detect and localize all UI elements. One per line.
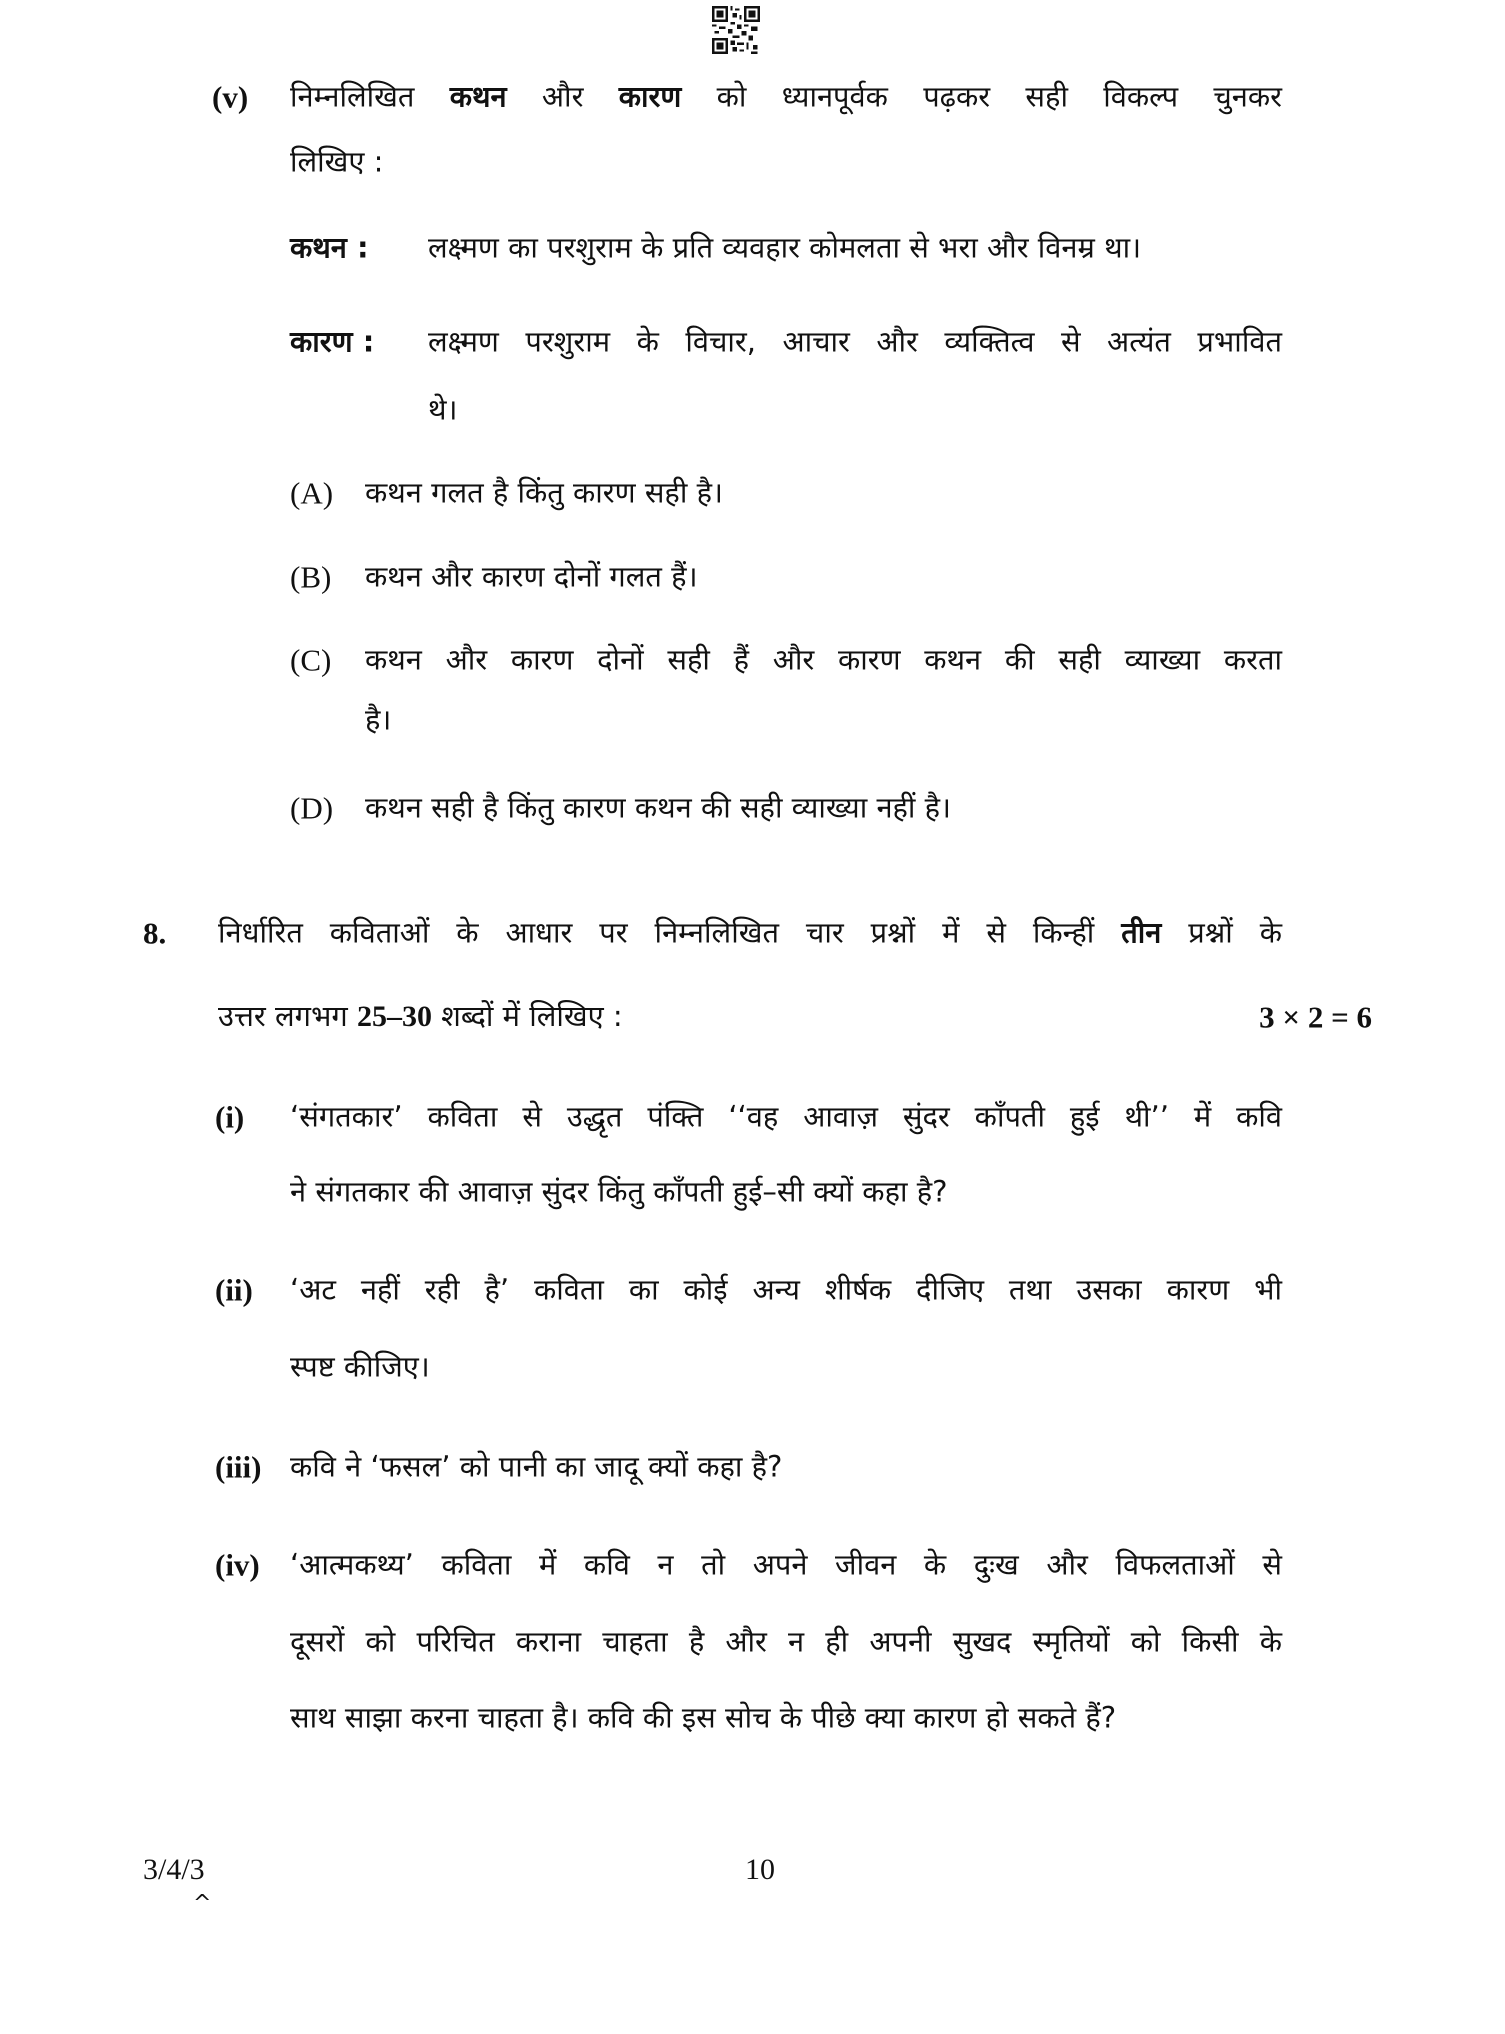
subquestion-i-line-2: ने संगतकार की आवाज़ सुंदर किंतु काँपती हुई–सी क्यों कहा है? — [290, 1174, 948, 1209]
assertion-text: लक्ष्मण का परशुराम के प्रति व्यवहार कोमलता से भरा और विनम्र था। — [428, 230, 1142, 265]
option-d-text: कथन सही है किंतु कारण कथन की सही व्याख्या नहीं है। — [365, 790, 952, 825]
subquestion-i-label: (i) — [215, 1099, 245, 1135]
caret-mark-icon: ^ — [193, 1891, 212, 1916]
instruction-bold-reason: कारण — [618, 79, 682, 114]
page-number: 10 — [745, 1853, 775, 1886]
reason-label: कारण : — [290, 324, 375, 359]
subquestion-iii-label: (iii) — [215, 1449, 262, 1485]
instruction-text: उत्तर लगभग — [218, 999, 357, 1033]
question-label-v: (v) — [212, 79, 249, 115]
q8-instruction-line-2 — [218, 999, 623, 1033]
subquestion-ii-label: (ii) — [215, 1272, 253, 1308]
option-c-label: (C) — [290, 642, 332, 678]
q8-instruction-line-1 — [218, 915, 1282, 950]
instruction-bold-three: तीन — [1121, 915, 1162, 950]
subquestion-ii-line-1: ‘अट नहीं रही है’ कविता का कोई अन्य शीर्षक दीजिए तथा उसका कारण भी — [290, 1272, 1282, 1307]
subquestion-ii-line-2: स्पष्ट कीजिए। — [290, 1349, 430, 1384]
paper-code: 3/4/3 — [143, 1853, 205, 1886]
instruction-text: निम्नलिखित — [290, 79, 450, 114]
option-b-label: (B) — [290, 559, 332, 595]
option-c-text-line-1: कथन और कारण दोनों सही हैं और कारण कथन की सही व्याख्या करता — [365, 642, 1282, 677]
instruction-line-1 — [290, 79, 1282, 114]
option-a-text: कथन गलत है किंतु कारण सही है। — [365, 475, 723, 510]
subquestion-iv-line-3: साथ साझा करना चाहता है। कवि की इस सोच के पीछे क्या कारण हो सकते हैं? — [290, 1700, 1117, 1735]
instruction-text: को ध्यानपूर्वक पढ़कर सही विकल्प चुनकर — [681, 79, 1282, 114]
instruction-text: प्रश्नों के — [1161, 915, 1282, 950]
instruction-text: निर्धारित कविताओं के आधार पर निम्नलिखित चार प्रश्नों में से किन्हीं — [218, 915, 1122, 950]
option-d-label: (D) — [290, 790, 334, 826]
subquestion-iv-line-1: ‘आत्मकथ्य’ कविता में कवि न तो अपने जीवन के दुःख और विफलताओं से — [290, 1547, 1282, 1582]
question-number-8: 8. — [143, 915, 167, 951]
assertion-label: कथन : — [290, 230, 369, 265]
subquestion-iii-line-1: कवि ने ‘फसल’ को पानी का जादू क्यों कहा है? — [290, 1449, 783, 1484]
option-a-label: (A) — [290, 475, 334, 511]
reason-text-line-2: थे। — [428, 392, 458, 427]
subquestion-i-line-1: ‘संगतकार’ कविता से उद्धृत पंक्ति ‘‘वह आवाज़ सुंदर काँपती हुई थी’’ में कवि — [290, 1099, 1282, 1134]
word-limit: 25–30 — [356, 1000, 432, 1033]
instruction-line-2: लिखिए : — [290, 144, 384, 179]
instruction-text: और — [506, 79, 619, 114]
reason-text-line-1: लक्ष्मण परशुराम के विचार, आचार और व्यक्तित्व से अत्यंत प्रभावित — [428, 324, 1282, 359]
instruction-bold-assertion: कथन — [449, 79, 507, 114]
qr-code-icon — [712, 6, 760, 54]
subquestion-iv-label: (iv) — [215, 1547, 260, 1583]
marks-allocation: 3 × 2 = 6 — [1259, 999, 1372, 1035]
option-c-text-line-2: है। — [365, 702, 392, 737]
instruction-text: शब्दों में लिखिए : — [431, 999, 623, 1033]
subquestion-iv-line-2: दूसरों को परिचित कराना चाहता है और न ही अपनी सुखद स्मृतियों को किसी के — [290, 1624, 1282, 1659]
option-b-text: कथन और कारण दोनों गलत हैं। — [365, 559, 698, 594]
